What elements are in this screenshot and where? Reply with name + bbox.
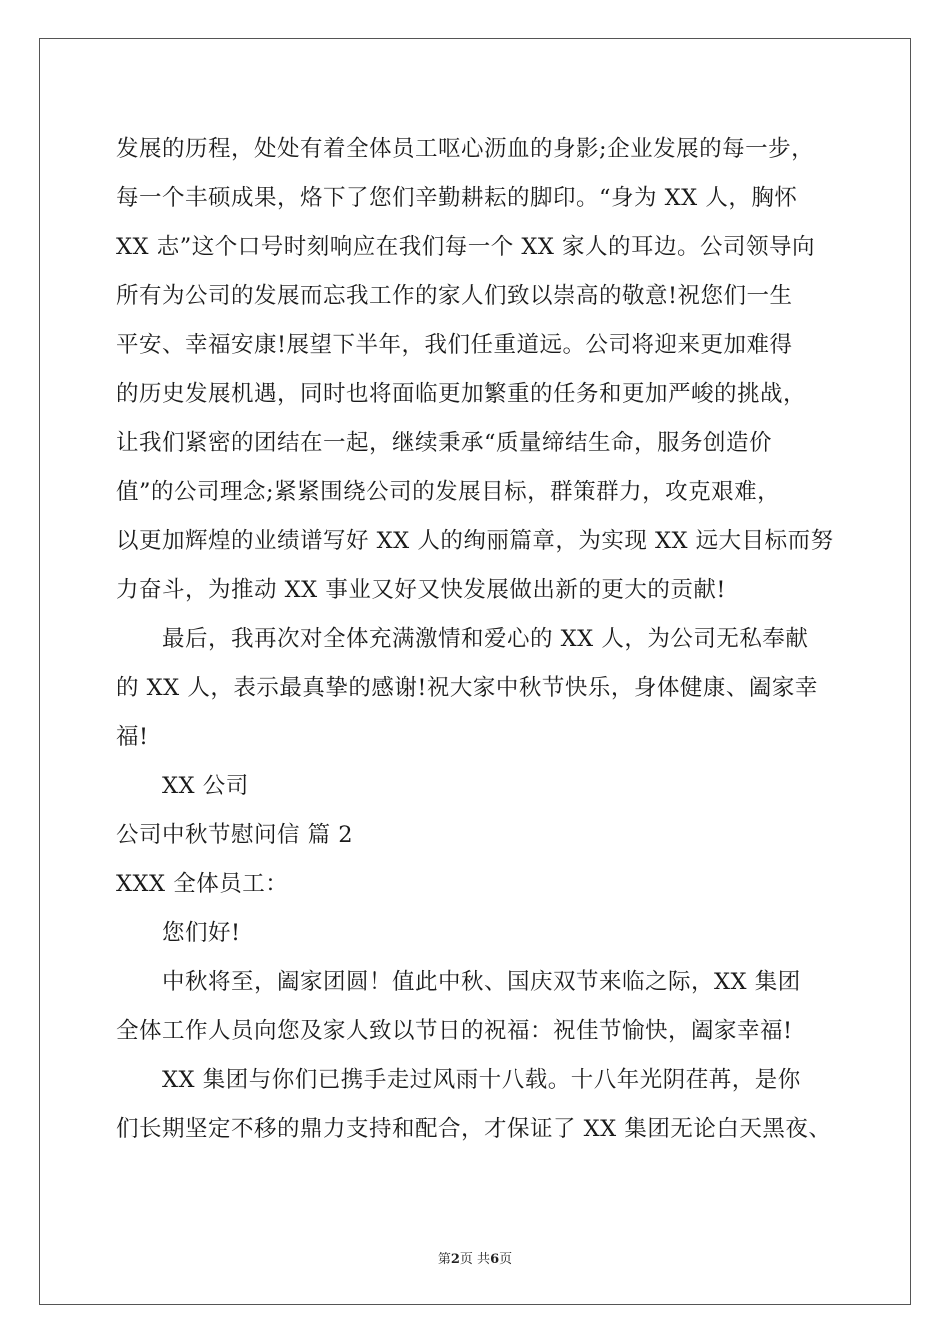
body-line: 全体工作人员向您及家人致以节日的祝福：祝佳节愉快，阖家幸福!: [116, 1018, 793, 1044]
body-line: 每一个丰硕成果，烙下了您们辛勤耕耘的脚印。“身为 XX 人，胸怀: [116, 185, 798, 211]
body-line: 最后，我再次对全体充满激情和爱心的 XX 人，为公司无私奉献: [162, 626, 809, 652]
body-line: 的历史发展机遇，同时也将面临更加繁重的任务和更加严峻的挑战，: [116, 381, 807, 407]
body-line: 们长期坚定不移的鼎力支持和配合，才保证了 XX 集团无论白天黑夜、: [116, 1116, 832, 1142]
body-line: 的 XX 人，表示最真挚的感谢!祝大家中秋节快乐，身体健康、阖家幸: [116, 675, 818, 701]
body-line: XX 志”这个口号时刻响应在我们每一个 XX 家人的耳边。公司领导向: [116, 234, 816, 260]
body-line: 所有为公司的发展而忘我工作的家人们致以崇高的敬意!祝您们一生: [116, 283, 793, 309]
page-footer: [0, 1248, 950, 1267]
greeting-line: 您们好!: [162, 920, 241, 946]
document-body: [116, 125, 836, 1154]
salutation-line: XXX 全体员工：: [116, 871, 289, 897]
body-line: 福!: [116, 724, 149, 750]
body-line: 平安、幸福安康!展望下半年，我们任重道远。公司将迎来更加难得: [116, 332, 793, 358]
body-line: 值”的公司理念;紧紧围绕公司的发展目标，群策群力，攻克艰难，: [116, 479, 781, 505]
body-line: 发展的历程，处处有着全体员工呕心沥血的身影;企业发展的每一步，: [116, 136, 815, 162]
body-line: 中秋将至，阖家团圆！值此中秋、国庆双节来临之际，XX 集团: [162, 969, 801, 995]
body-line: XX 集团与你们已携手走过风雨十八载。十八年光阴荏苒，是你: [162, 1067, 801, 1093]
page-current-number: 2: [450, 1252, 460, 1267]
body-line: 让我们紧密的团结在一起，继续秉承“质量缔结生命，服务创造价: [116, 430, 773, 456]
page-total-number: 6: [490, 1252, 500, 1267]
body-line: 以更加辉煌的业绩谱写好 XX 人的绚丽篇章，为实现 XX 远大目标而努: [116, 528, 834, 554]
signature-line: XX 公司: [162, 773, 249, 799]
page-mid: 页 共: [459, 1252, 491, 1267]
body-line: 力奋斗，为推动 XX 事业又好又快发展做出新的更大的贡献!: [116, 577, 726, 603]
page-prefix: 第: [437, 1252, 451, 1267]
section-heading: 公司中秋节慰问信 篇 2: [116, 822, 354, 848]
page-suffix: 页: [499, 1252, 513, 1267]
